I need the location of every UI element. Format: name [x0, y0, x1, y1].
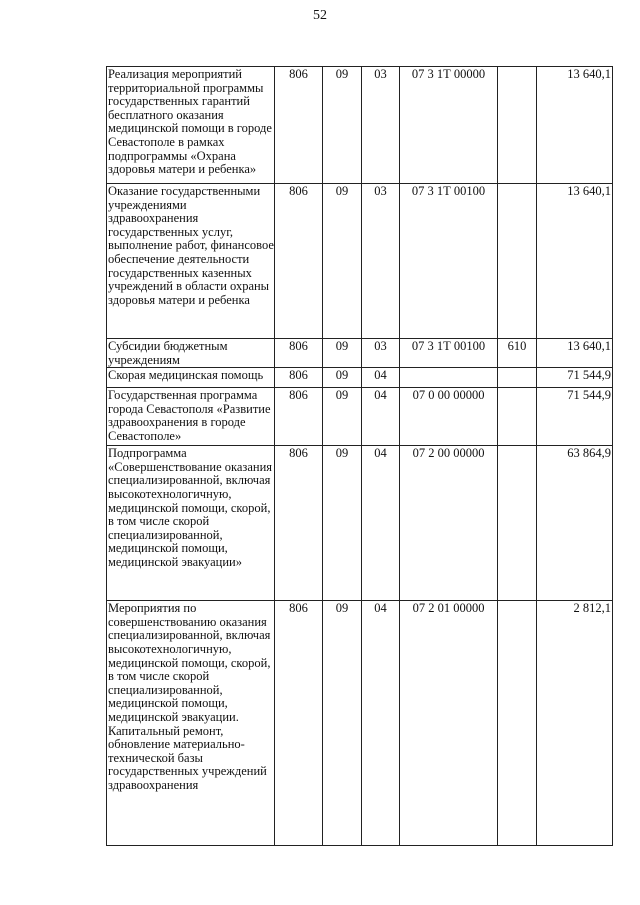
expense-type-cell: [498, 184, 537, 339]
subsection-code-cell: 04: [362, 368, 400, 388]
target-item-cell: 07 2 00 00000: [400, 446, 498, 601]
row-name-cell: Подпрограмма «Совершенствование оказания специализированной, включая высокотехнологичную, медицинской помощи, скорой, в том числе скорой специализированной, медицинской помощи, медицинской эвакуации»: [107, 446, 275, 601]
amount-cell: 13 640,1: [537, 184, 613, 339]
amount-cell: 13 640,1: [537, 67, 613, 184]
amount-cell: 2 812,1: [537, 601, 613, 846]
expense-type-cell: [498, 67, 537, 184]
expense-type-cell: [498, 368, 537, 388]
ministry-code-cell: 806: [275, 339, 323, 368]
subsection-code-cell: 03: [362, 339, 400, 368]
row-name-cell: Государственная программа города Севастополя «Развитие здравоохранения в городе Севастополе»: [107, 388, 275, 446]
expense-type-cell: 610: [498, 339, 537, 368]
section-code-cell: 09: [323, 601, 362, 846]
amount-cell: 63 864,9: [537, 446, 613, 601]
subsection-code-cell: 04: [362, 601, 400, 846]
ministry-code-cell: 806: [275, 388, 323, 446]
amount-cell: 13 640,1: [537, 339, 613, 368]
ministry-code-cell: 806: [275, 601, 323, 846]
expense-type-cell: [498, 601, 537, 846]
row-name-cell: Реализация мероприятий территориальной программы государственных гарантий бесплатного оказания медицинской помощи в городе Севастополе в рамках подпрограммы «Охрана здоровья матери и ребенка»: [107, 67, 275, 184]
section-code-cell: 09: [323, 446, 362, 601]
target-item-cell: 07 2 01 00000: [400, 601, 498, 846]
budget-table: [106, 66, 613, 846]
table-row: [107, 601, 613, 846]
subsection-code-cell: 04: [362, 388, 400, 446]
target-item-cell: 07 0 00 00000: [400, 388, 498, 446]
target-item-cell: 07 3 1Т 00100: [400, 184, 498, 339]
ministry-code-cell: 806: [275, 184, 323, 339]
amount-cell: 71 544,9: [537, 388, 613, 446]
ministry-code-cell: 806: [275, 67, 323, 184]
section-code-cell: 09: [323, 67, 362, 184]
subsection-code-cell: 03: [362, 67, 400, 184]
ministry-code-cell: 806: [275, 446, 323, 601]
page-number: 52: [313, 8, 327, 23]
section-code-cell: 09: [323, 184, 362, 339]
expense-type-cell: [498, 446, 537, 601]
expense-type-cell: [498, 388, 537, 446]
table-row: [107, 446, 613, 601]
table-row: [107, 184, 613, 339]
table-row: [107, 368, 613, 388]
row-name-cell: Оказание государственными учреждениями здравоохранения государственных услуг, выполнение работ, финансовое обеспечение деятельности государственных казенных учреждений в области охраны здоровья матери и ребенка: [107, 184, 275, 339]
table-row: [107, 339, 613, 368]
table-row: [107, 388, 613, 446]
ministry-code-cell: 806: [275, 368, 323, 388]
row-name-cell: Субсидии бюджетным учреждениям: [107, 339, 275, 368]
target-item-cell: 07 3 1Т 00100: [400, 339, 498, 368]
section-code-cell: 09: [323, 388, 362, 446]
subsection-code-cell: 04: [362, 446, 400, 601]
amount-cell: 71 544,9: [537, 368, 613, 388]
section-code-cell: 09: [323, 368, 362, 388]
table-row: [107, 67, 613, 184]
subsection-code-cell: 03: [362, 184, 400, 339]
target-item-cell: [400, 368, 498, 388]
row-name-cell: Мероприятия по совершенствованию оказания специализированной, включая высокотехнологичную, медицинской помощи, скорой, в том числе скорой специализированной, медицинской помощи, медицинской эвакуации. Капитальный ремонт, обновление материально-технической базы государственных учреждений здравоохранения: [107, 601, 275, 846]
section-code-cell: 09: [323, 339, 362, 368]
row-name-cell: Скорая медицинская помощь: [107, 368, 275, 388]
target-item-cell: 07 3 1Т 00000: [400, 67, 498, 184]
